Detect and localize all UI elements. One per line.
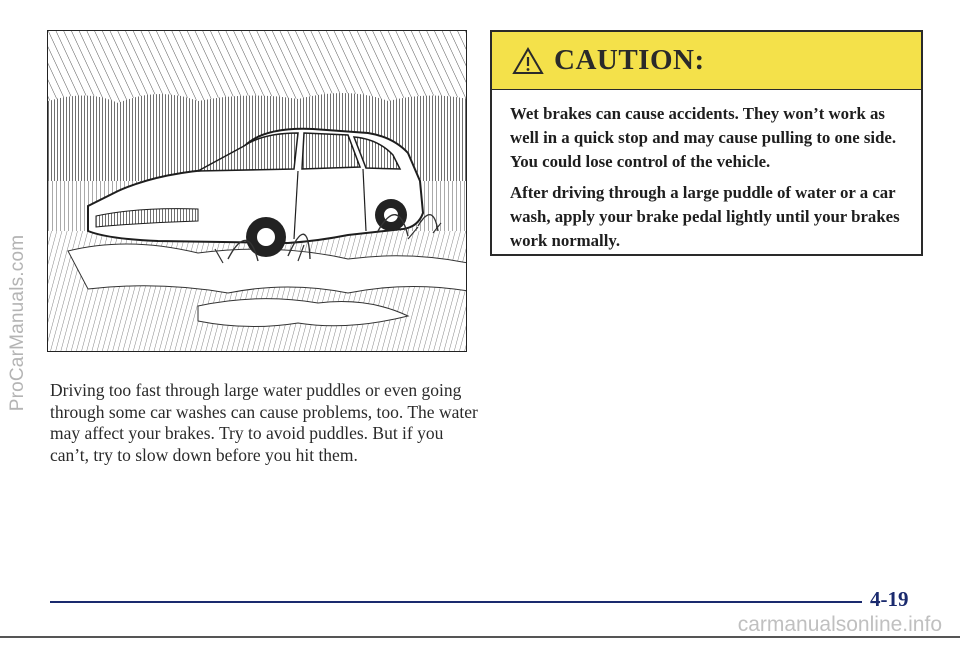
- body-paragraph: Driving too fast through large water puddles or even going through some car washes can cause problems, too. The water may affect your brakes. Try to avoid puddles. But if you can’t, try to slow down before you hit them.: [50, 380, 478, 465]
- warning-triangle-icon: [512, 46, 544, 76]
- caution-box: [490, 30, 923, 256]
- caution-title: CAUTION:: [554, 44, 705, 76]
- bottom-watermark: carmanualsonline.info: [737, 613, 942, 636]
- side-watermark-text: ProCarManuals.com: [7, 234, 28, 412]
- caution-body: [492, 90, 921, 253]
- page-number: 4-19: [870, 587, 909, 611]
- car-driving-through-puddle-illustration: [48, 31, 467, 352]
- footer-rule: [50, 601, 862, 603]
- side-watermark: [0, 0, 38, 646]
- caution-header: [492, 32, 921, 90]
- caution-paragraph: After driving through a large puddle of water or a car wash, apply your brake pedal lightly until your brakes work normally.: [510, 183, 900, 250]
- body-text-block: [50, 380, 480, 466]
- caution-paragraph: Wet brakes can cause accidents. They won’t work as well in a quick stop and may cause pulling to one side. You could lose control of the vehicle.: [510, 104, 897, 171]
- car-puddle-illustration: [47, 30, 467, 352]
